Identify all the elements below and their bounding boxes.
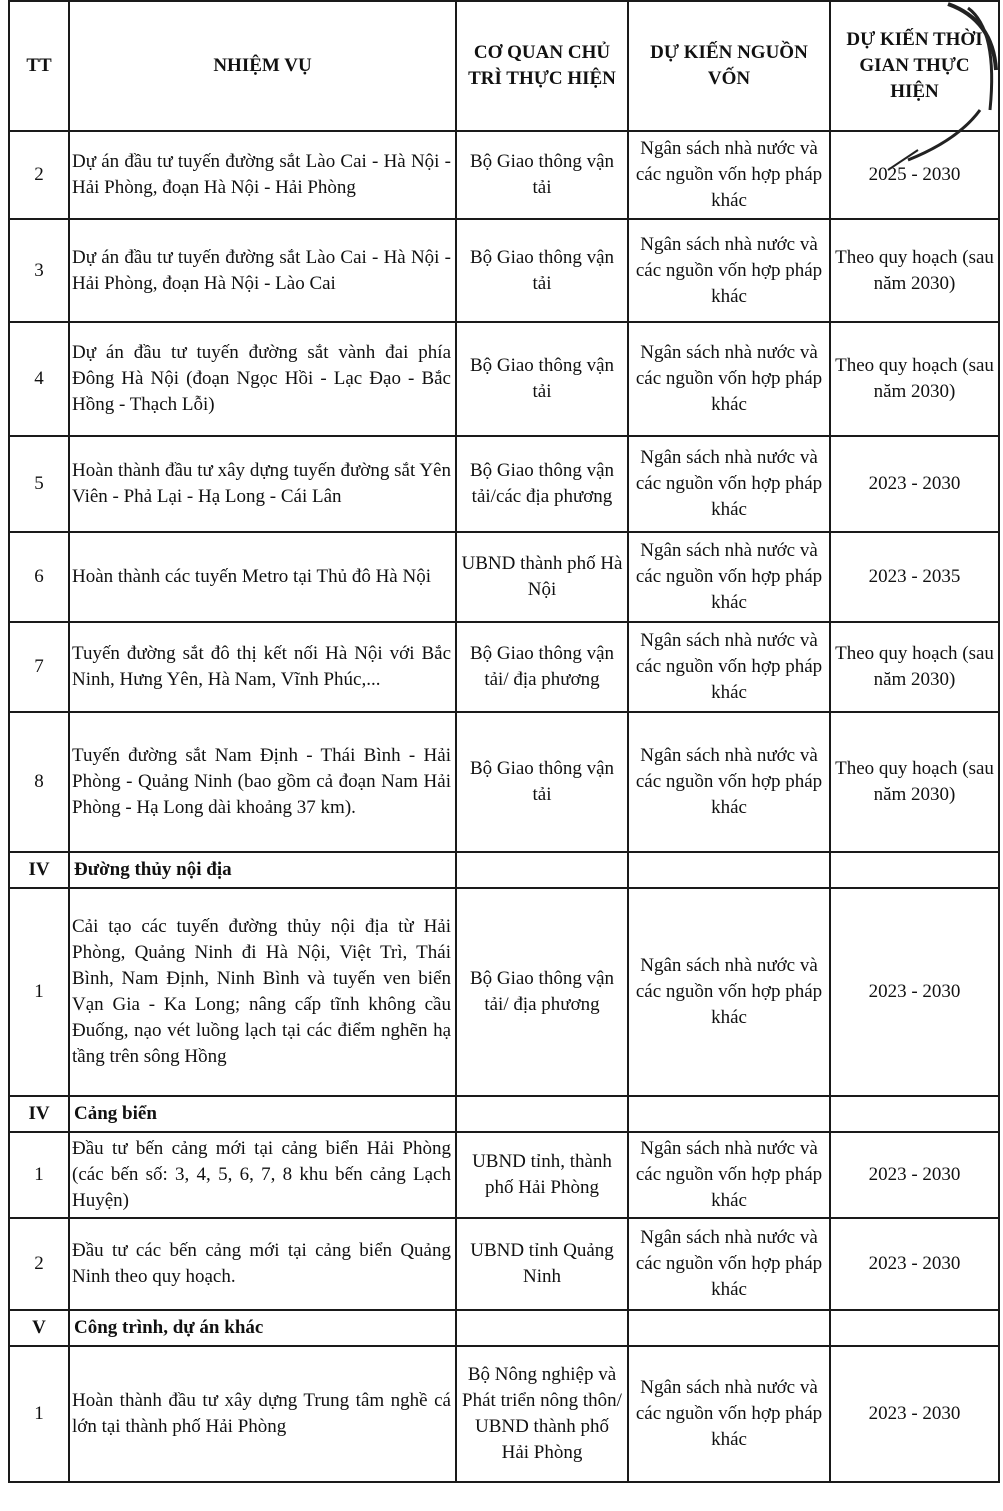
- row-tt: 5: [9, 436, 69, 532]
- table-row: [9, 1346, 999, 1482]
- row-time: 2023 - 2035: [830, 532, 999, 622]
- row-tt: 1: [9, 888, 69, 1096]
- table-row: [9, 322, 999, 436]
- row-task: Hoàn thành đầu tư xây dựng Trung tâm nghề cá lớn tại thành phố Hải Phòng: [69, 1346, 456, 1482]
- row-fund: Ngân sách nhà nước và các nguồn vốn hợp pháp khác: [628, 219, 830, 322]
- row-agency: Bộ Giao thông vận tải: [456, 131, 628, 219]
- row-agency: UBND tỉnh, thành phố Hải Phòng: [456, 1132, 628, 1218]
- header-row: [9, 1, 999, 131]
- section-tt: IV: [9, 1096, 69, 1132]
- row-fund: Ngân sách nhà nước và các nguồn vốn hợp pháp khác: [628, 436, 830, 532]
- header-time: DỰ KIẾN THỜI GIAN THỰC HIỆN: [830, 1, 999, 131]
- row-tt: 1: [9, 1132, 69, 1218]
- row-time: 2023 - 2030: [830, 888, 999, 1096]
- row-fund: Ngân sách nhà nước và các nguồn vốn hợp pháp khác: [628, 622, 830, 712]
- header-task: NHIỆM VỤ: [69, 1, 456, 131]
- row-tt: 8: [9, 712, 69, 852]
- row-tt: 3: [9, 219, 69, 322]
- document-page: [8, 0, 998, 1483]
- row-time: 2023 - 2030: [830, 1346, 999, 1482]
- row-time: 2025 - 2030: [830, 131, 999, 219]
- row-task: Tuyến đường sắt Nam Định - Thái Bình - Hải Phòng - Quảng Ninh (bao gồm cả đoạn Nam Hải Phòng - Hạ Long dài khoảng 37 km).: [69, 712, 456, 852]
- row-agency: UBND thành phố Hà Nội: [456, 532, 628, 622]
- row-agency: Bộ Nông nghiệp và Phát triển nông thôn/ UBND thành phố Hải Phòng: [456, 1346, 628, 1482]
- section-tt: IV: [9, 852, 69, 888]
- row-agency: Bộ Giao thông vận tải/các địa phương: [456, 436, 628, 532]
- row-fund: Ngân sách nhà nước và các nguồn vốn hợp pháp khác: [628, 712, 830, 852]
- row-time: Theo quy hoạch (sau năm 2030): [830, 712, 999, 852]
- row-time: Theo quy hoạch (sau năm 2030): [830, 622, 999, 712]
- row-agency: Bộ Giao thông vận tải: [456, 712, 628, 852]
- row-tt: 2: [9, 1218, 69, 1310]
- row-agency: Bộ Giao thông vận tải/ địa phương: [456, 888, 628, 1096]
- row-agency: Bộ Giao thông vận tải: [456, 219, 628, 322]
- table-row: [9, 219, 999, 322]
- table-row: [9, 1132, 999, 1218]
- row-fund: Ngân sách nhà nước và các nguồn vốn hợp pháp khác: [628, 888, 830, 1096]
- section-row: [9, 1310, 999, 1346]
- section-title: Cảng biển: [69, 1096, 456, 1132]
- row-task: Hoàn thành các tuyến Metro tại Thủ đô Hà Nội: [69, 532, 456, 622]
- table-row: [9, 1218, 999, 1310]
- section-title: Công trình, dự án khác: [69, 1310, 456, 1346]
- row-agency: Bộ Giao thông vận tải: [456, 322, 628, 436]
- row-tt: 4: [9, 322, 69, 436]
- section-row: [9, 1096, 999, 1132]
- row-time: 2023 - 2030: [830, 1218, 999, 1310]
- row-time: Theo quy hoạch (sau năm 2030): [830, 322, 999, 436]
- row-task: Tuyến đường sắt đô thị kết nối Hà Nội với Bắc Ninh, Hưng Yên, Hà Nam, Vĩnh Phúc,...: [69, 622, 456, 712]
- row-tt: 2: [9, 131, 69, 219]
- row-agency: UBND tỉnh Quảng Ninh: [456, 1218, 628, 1310]
- row-task: Dự án đầu tư tuyến đường sắt vành đai phía Đông Hà Nội (đoạn Ngọc Hồi - Lạc Đạo - Bắc Hồng - Thạch Lỗi): [69, 322, 456, 436]
- table-row: [9, 888, 999, 1096]
- table-row: [9, 712, 999, 852]
- section-row: [9, 852, 999, 888]
- task-table: [8, 0, 1000, 1483]
- row-time: 2023 - 2030: [830, 1132, 999, 1218]
- row-tt: 6: [9, 532, 69, 622]
- table-row: [9, 532, 999, 622]
- row-task: Cải tạo các tuyến đường thủy nội địa từ Hải Phòng, Quảng Ninh đi Hà Nội, Việt Trì, Thái Bình, Nam Định, Ninh Bình và tuyến ven biển Vạn Gia - Ka Long; nâng cấp tĩnh không cầu Đuống, nạo vét luồng lạch tại các điểm nghẽn hạ tầng trên sông Hồng: [69, 888, 456, 1096]
- section-tt: V: [9, 1310, 69, 1346]
- row-fund: Ngân sách nhà nước và các nguồn vốn hợp pháp khác: [628, 1132, 830, 1218]
- row-fund: Ngân sách nhà nước và các nguồn vốn hợp pháp khác: [628, 131, 830, 219]
- row-tt: 7: [9, 622, 69, 712]
- header-tt: TT: [9, 1, 69, 131]
- header-fund: DỰ KIẾN NGUỒN VỐN: [628, 1, 830, 131]
- row-task: Dự án đầu tư tuyến đường sắt Lào Cai - Hà Nội - Hải Phòng, đoạn Hà Nội - Hải Phòng: [69, 131, 456, 219]
- row-fund: Ngân sách nhà nước và các nguồn vốn hợp pháp khác: [628, 1346, 830, 1482]
- row-fund: Ngân sách nhà nước và các nguồn vốn hợp pháp khác: [628, 1218, 830, 1310]
- table-row: [9, 436, 999, 532]
- row-tt: 1: [9, 1346, 69, 1482]
- row-task: Đầu tư bến cảng mới tại cảng biển Hải Phòng (các bến số: 3, 4, 5, 6, 7, 8 khu bến cảng Lạch Huyện): [69, 1132, 456, 1218]
- row-time: 2023 - 2030: [830, 436, 999, 532]
- row-time: Theo quy hoạch (sau năm 2030): [830, 219, 999, 322]
- row-fund: Ngân sách nhà nước và các nguồn vốn hợp pháp khác: [628, 532, 830, 622]
- header-agency: CƠ QUAN CHỦ TRÌ THỰC HIỆN: [456, 1, 628, 131]
- table-row: [9, 131, 999, 219]
- section-title: Đường thủy nội địa: [69, 852, 456, 888]
- row-agency: Bộ Giao thông vận tải/ địa phương: [456, 622, 628, 712]
- table-row: [9, 622, 999, 712]
- row-task: Hoàn thành đầu tư xây dựng tuyến đường sắt Yên Viên - Phả Lại - Hạ Long - Cái Lân: [69, 436, 456, 532]
- row-task: Dự án đầu tư tuyến đường sắt Lào Cai - Hà Nội - Hải Phòng, đoạn Hà Nội - Lào Cai: [69, 219, 456, 322]
- row-task: Đầu tư các bến cảng mới tại cảng biển Quảng Ninh theo quy hoạch.: [69, 1218, 456, 1310]
- row-fund: Ngân sách nhà nước và các nguồn vốn hợp pháp khác: [628, 322, 830, 436]
